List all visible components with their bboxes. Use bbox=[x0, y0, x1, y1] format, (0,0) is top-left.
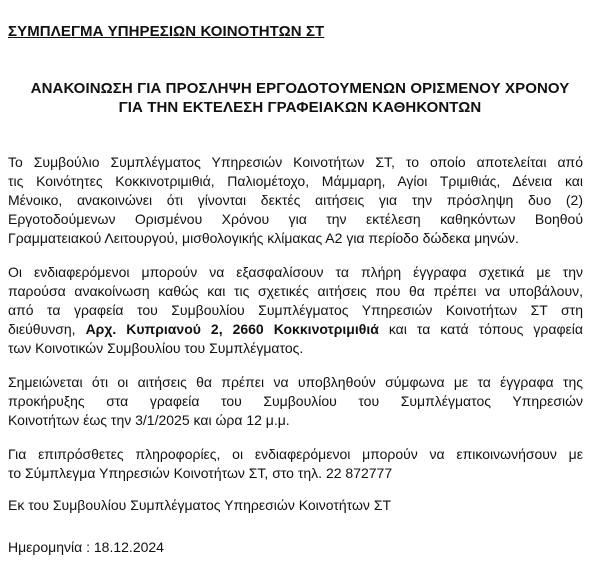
paragraph-line: Μένοικο, ανακοινώνει ότι γίνονται δεκτές αιτήσεις για την πρόσληψη δυο (2) bbox=[8, 192, 583, 208]
paragraph-line: Γραμματειακού Λειτουργού, μισθολογικής κλίμακας Α2 για περίοδο δώδεκα μηνών. bbox=[8, 230, 519, 246]
paragraph-line: Για επιπρόσθετες πληροφορίες, οι ενδιαφερόμενοι μπορούν να επικοινωνήσουν με bbox=[8, 446, 583, 462]
paragraph-line: προκήρυξης στα γραφεία του Συμβουλίου του Συμπλέγματος Υπηρεσιών bbox=[8, 393, 583, 409]
organization-title: ΣΥΜΠΛΕΓΜΑ ΥΠΗΡΕΣΙΩΝ ΚΟΙΝΟΤΗΤΩΝ ΣΤ bbox=[8, 23, 325, 40]
paragraph-line: των Κοινοτικών Συμβουλίου του Συμπλέγματος. bbox=[8, 340, 304, 356]
address-prefix: διεύθυνση, bbox=[8, 321, 86, 337]
signature-line: Εκ του Συμβουλίου Συμπλέγματος Υπηρεσιών Κοινοτήτων ΣΤ bbox=[8, 497, 392, 513]
paragraph-line: από τα γραφεία του Συμβουλίου Συμπλέγματος Υπηρεσιών Κοινοτήτων ΣΤ στη bbox=[8, 302, 583, 318]
paragraph-line: Εργοτοδούμενων Ορισμένου Χρόνου για την εκτέλεση καθηκόντων Βοηθού bbox=[8, 211, 583, 227]
paragraph-line-address bbox=[8, 320, 583, 339]
announcement-title-line-2: ΓΙΑ ΤΗΝ ΕΚΤΕΛΕΣΗ ΓΡΑΦΕΙΑΚΩΝ ΚΑΘΗΚΟΝΤΩΝ bbox=[118, 99, 482, 116]
paragraph-line: Το Συμβούλιο Συμπλέγματος Υπηρεσιών Κοινοτήτων ΣΤ, το οποίο αποτελείται από bbox=[8, 154, 583, 170]
paragraph-intro bbox=[8, 153, 583, 248]
paragraph-line: Οι ενδιαφερόμενοι μπορούν να εξασφαλίσουν τα πλήρη έγγραφα σχετικά με την bbox=[8, 264, 583, 280]
paragraph-documents bbox=[8, 263, 583, 358]
announcement-title-line-1: ΑΝΑΚΟΙΝΩΣΗ ΓΙΑ ΠΡΟΣΛΗΨΗ ΕΡΓΟΔΟΤΟΥΜΕΝΩΝ ΟΡΙΣΜΕΝΟΥ ΧΡΟΝΟΥ bbox=[30, 80, 570, 97]
paragraph-line: τις Κοινότητες Κοκκινοτριμιθιά, Παλιομέτοχο, Μάμμαρη, Αγίοι Τριμιθιάς, Δένεια και bbox=[8, 173, 583, 189]
office-address: Αρχ. Κυπριανού 2, 2660 Κοκκινοτριμιθιά bbox=[85, 321, 379, 337]
address-suffix: και τα κατά τόπους γραφεία bbox=[378, 321, 583, 337]
paragraph-line: το Σύμπλεγμα Υπηρεσιών Κοινοτήτων ΣΤ, στο τηλ. 22 872777 bbox=[8, 465, 393, 481]
paragraph-line: παρούσα ανακοίνωση καθώς και τις σχετικές αιτήσεις που θα πρέπει να υποβάλουν, bbox=[8, 283, 583, 299]
date-line: Ημερομηνία : 18.12.2024 bbox=[8, 539, 164, 555]
paragraph-line: Σημειώνεται ότι οι αιτήσεις θα πρέπει να υποβληθούν σύμφωνα με τα έγγραφα της bbox=[8, 374, 583, 390]
paragraph-deadline bbox=[8, 373, 583, 430]
paragraph-line: Κοινοτήτων έως την 3/1/2025 και ώρα 12 μ.μ. bbox=[8, 412, 290, 428]
paragraph-contact bbox=[8, 445, 583, 483]
